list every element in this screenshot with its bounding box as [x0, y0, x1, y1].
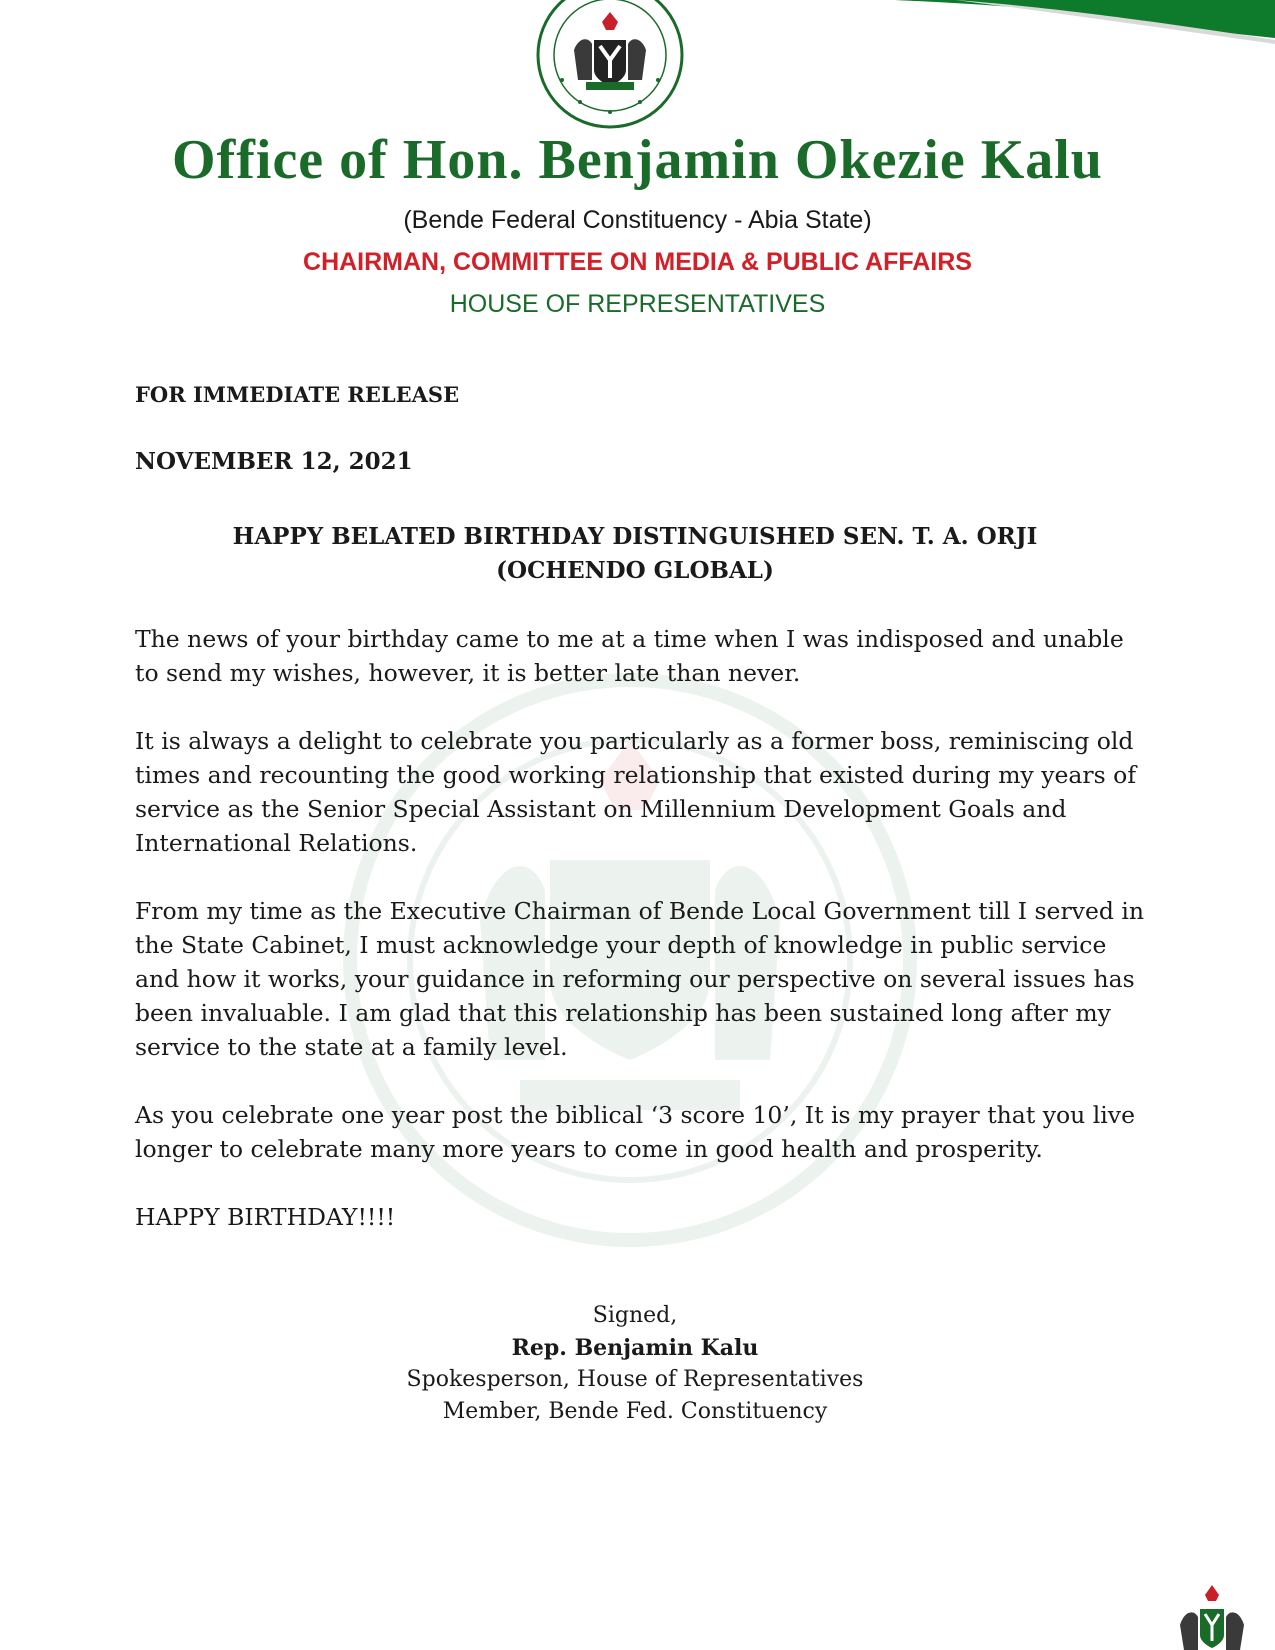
release-date: NOVEMBER 12, 2021: [135, 448, 413, 475]
flag-swoosh-decoration: [895, 0, 1275, 60]
letter-body: [135, 622, 1145, 1268]
headline-line-2: (OCHENDO GLOBAL): [496, 557, 774, 584]
chairman-title: CHAIRMAN, COMMITTEE ON MEDIA & PUBLIC AFFAIRS: [303, 248, 972, 276]
office-title: Office of Hon. Benjamin Okezie Kalu: [172, 129, 1103, 191]
signed-label: Signed,: [592, 1303, 678, 1328]
house-title: HOUSE OF REPRESENTATIVES: [449, 290, 826, 318]
signatory-role-2: Member, Bende Fed. Constituency: [442, 1399, 828, 1424]
signatory-name: Rep. Benjamin Kalu: [511, 1335, 759, 1361]
constituency-subtitle: (Bende Federal Constituency - Abia State): [403, 206, 872, 234]
closing-line: HAPPY BIRTHDAY!!!!: [135, 1203, 396, 1231]
headline-line-1: HAPPY BELATED BIRTHDAY DISTINGUISHED SEN. T. A. ORJI: [232, 523, 1038, 550]
signature-block: [135, 1300, 1135, 1428]
paragraph: From my time as the Executive Chairman of Bende Local Government till I served in the State Cabinet, I must acknowledge your depth of knowledge in public service and how it works, your guidance in reforming our perspective on several issues has been invaluable. I am glad that this relationship has been sustained long after my service to the state at a family level.: [135, 897, 1145, 1061]
coat-of-arms-seal: [530, 0, 690, 135]
headline: [135, 520, 1135, 588]
signatory-role-1: Spokesperson, House of Representatives: [406, 1367, 864, 1392]
paragraph: The news of your birthday came to me at a time when I was indisposed and unable to send my wishes, however, it is better late than never.: [135, 625, 1124, 687]
coat-of-arms-footer: [1150, 1585, 1275, 1650]
paragraph: It is always a delight to celebrate you particularly as a former boss, reminiscing old times and recounting the good working relationship that existed during my years of service as the Senior Special Assistant on Millennium Development Goals and International Relations.: [135, 727, 1137, 857]
release-label: FOR IMMEDIATE RELEASE: [135, 382, 460, 407]
paragraph: As you celebrate one year post the biblical ‘3 score 10’, It is my prayer that you live longer to celebrate many more years to come in good health and prosperity.: [135, 1101, 1135, 1163]
